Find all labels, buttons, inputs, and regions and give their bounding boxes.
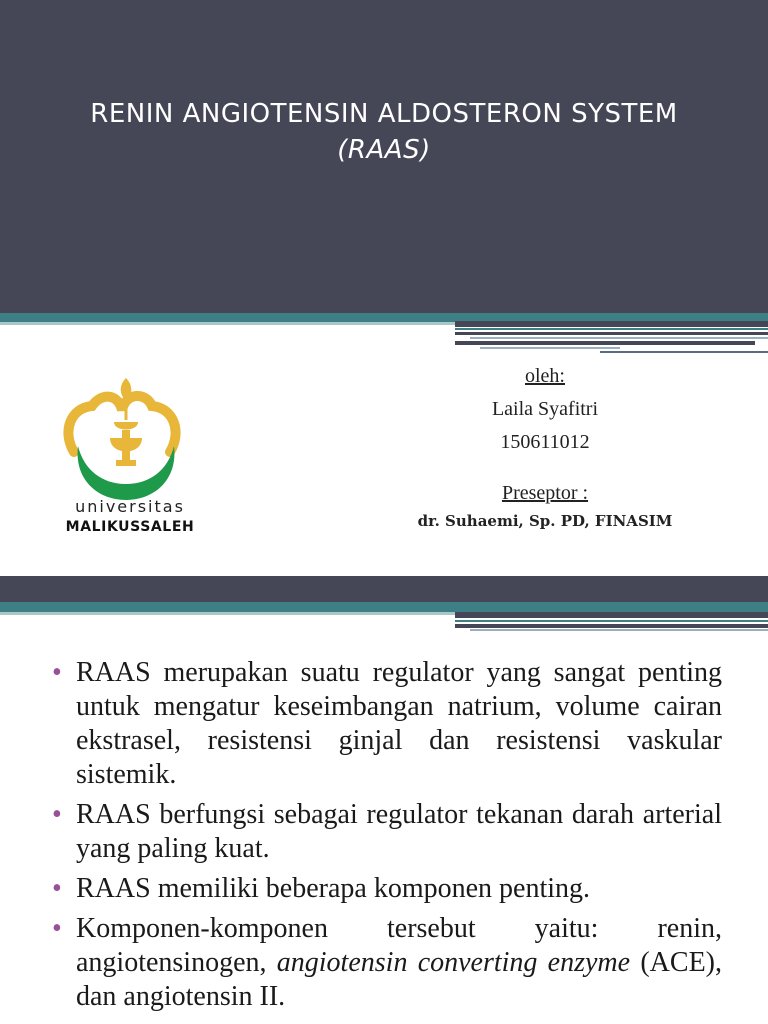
oleh-label: oleh: <box>525 365 565 387</box>
university-logo <box>52 372 212 542</box>
title-line-2: (RAAS) <box>337 135 431 165</box>
preseptor-label: Preseptor : <box>501 482 589 504</box>
presenter-name: Laila Syafitri <box>491 398 599 420</box>
bullet-text-italic: angiotensin converting enzyme <box>276 947 631 978</box>
section-divider-stripes <box>0 576 768 632</box>
bullet-text: RAAS merupakan suatu regulator yang sangat penting untuk mengatur keseimbangan natrium, volume cairan ekstrasel, resistensi ginjal dan resistensi vaskular sistemik. <box>76 657 722 790</box>
bullet-dot-icon: • <box>52 873 62 904</box>
logo-text-malikussaleh: MALIKUSSALEH <box>65 519 195 535</box>
slide-title <box>0 96 768 168</box>
universitas-malikussaleh-emblem-icon <box>68 378 175 500</box>
list-item <box>52 872 722 906</box>
bullet-text-part-1: Komponen-komponen tersebut yaitu: renin, angiotensinogen, <box>76 913 722 978</box>
title-line-1: RENIN ANGIOTENSIN ALDOSTERON SYSTEM <box>90 99 678 129</box>
bullet-dot-icon: • <box>52 657 62 688</box>
bullet-text: RAAS berfungsi sebagai regulator tekanan darah arterial yang paling kuat. <box>76 799 722 864</box>
presenter-info <box>380 360 710 532</box>
content-bullet-list <box>52 656 722 1020</box>
list-item <box>52 798 722 866</box>
bullet-text-part-2: (ACE), dan angiotensin II. <box>76 947 722 1012</box>
bullet-dot-icon: • <box>52 913 62 944</box>
logo-text-universitas: universitas <box>75 497 185 516</box>
list-item <box>52 656 722 792</box>
list-item <box>52 912 722 1014</box>
bullet-dot-icon: • <box>52 799 62 830</box>
presenter-id: 150611012 <box>500 431 590 453</box>
preseptor-name: dr. Suhaemi, Sp. PD, FINASIM <box>417 512 673 530</box>
bullet-text: RAAS memiliki beberapa komponen penting. <box>76 873 591 904</box>
